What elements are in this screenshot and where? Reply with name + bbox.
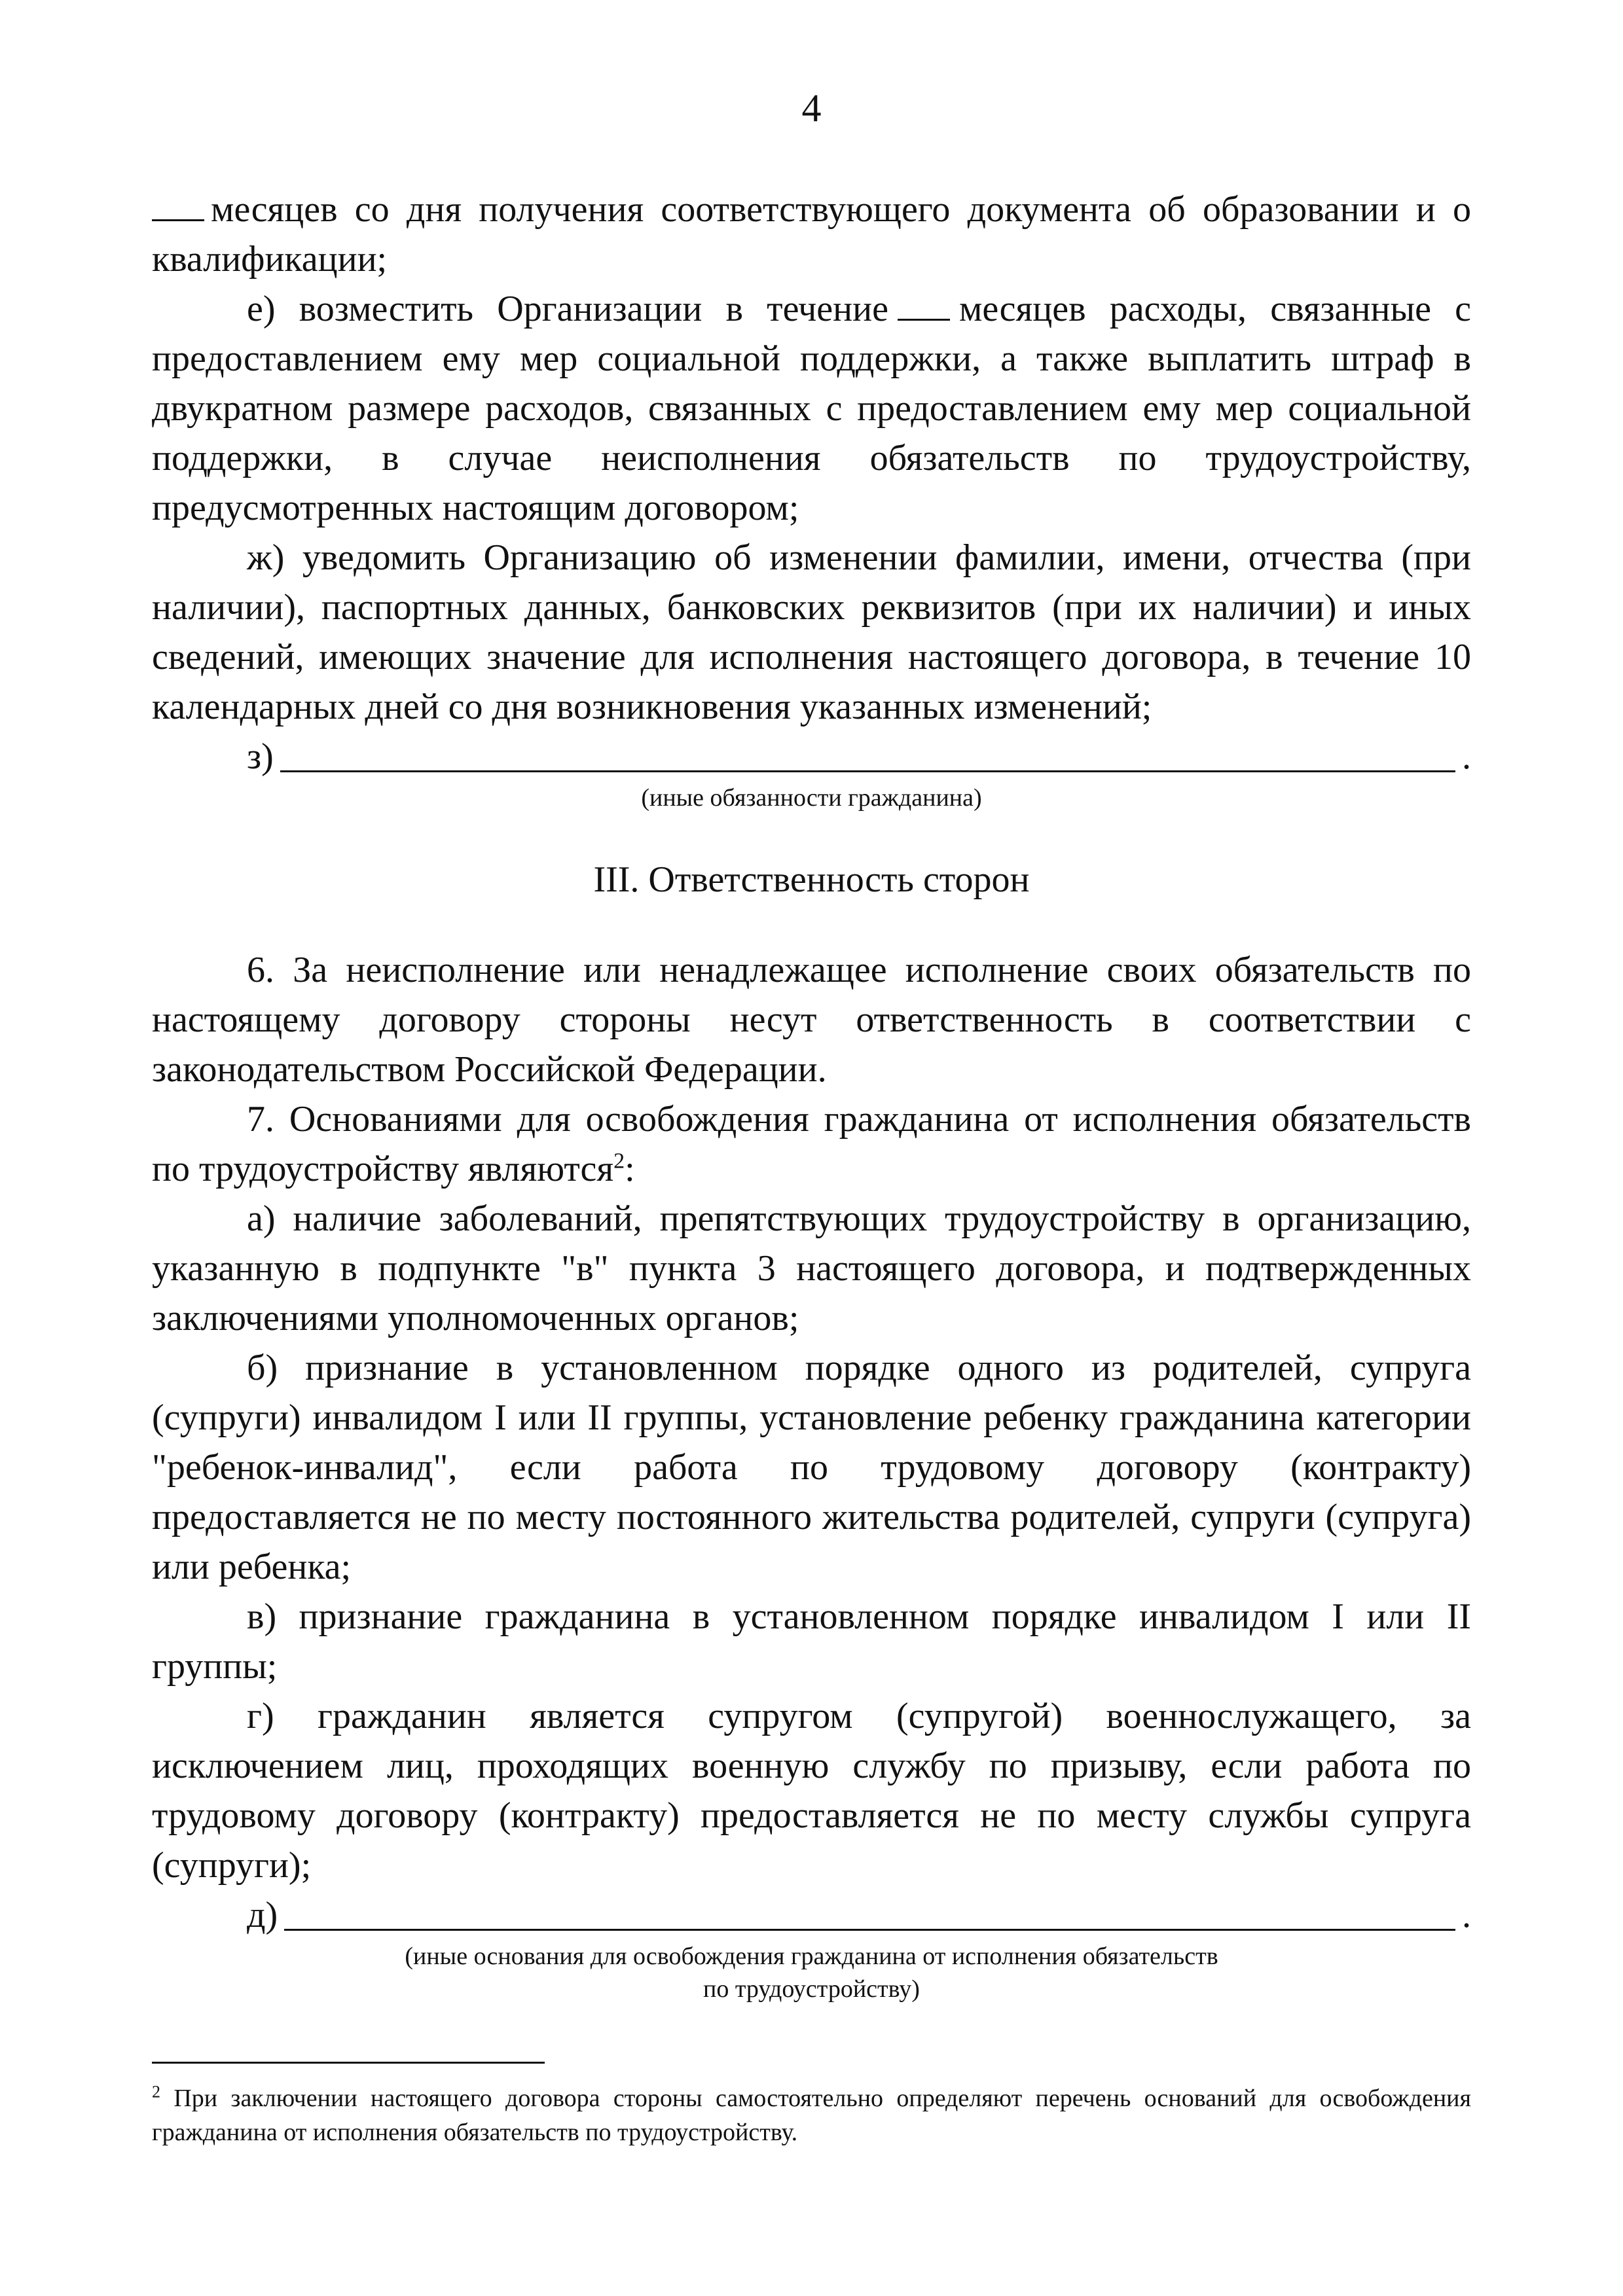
paragraph-text: е) возместить Организации в течение xyxy=(247,289,888,329)
footnote xyxy=(152,2081,1471,2149)
section-heading: III. Ответственность сторон xyxy=(593,859,1030,900)
paragraph-text: месяцев со дня получения соответствующего документа об образовании и о квалификации; xyxy=(152,189,1471,279)
fill-rule xyxy=(280,770,1455,772)
blank-field xyxy=(152,219,204,221)
paragraph-a: а) наличие заболеваний, препятствующих трудоустройству в организацию, указанную в подпункте "в" пункта 3 настоящего договора, и подтвержденных заключениями уполномоченных органов; xyxy=(152,1198,1471,1338)
paragraph-e xyxy=(152,284,1471,533)
paragraph-continuation xyxy=(152,185,1471,284)
fill-caption-line-2: по трудоустройству) xyxy=(703,1975,920,2003)
paragraph-7 xyxy=(152,1094,1471,1194)
line-end: . xyxy=(1462,736,1471,777)
fill-rule xyxy=(284,1929,1455,1931)
footnote-marker: 2 xyxy=(152,2082,160,2102)
page-number: 4 xyxy=(801,86,822,130)
blank-field xyxy=(898,318,950,321)
paragraph-g: г) гражданин является супругом (супругой) военнослужащего, за исключением лиц, проходящих военную службу по призыву, если работа по трудовому договору (контракту) предоставляется не по месту службы супруга (супруги); xyxy=(152,1696,1471,1886)
document-body xyxy=(152,185,1471,2005)
paragraph-zh: ж) уведомить Организацию об изменении фамилии, имени, отчества (при наличии), паспортных данных, банковских реквизитов (при их наличии) и иных сведений, имеющих значение для исполнения настоящего договора, в течение 10 календарных дней со дня возникновения указанных изменений; xyxy=(152,537,1471,727)
paragraph-v: в) признание гражданина в установленном порядке инвалидом I или II группы; xyxy=(152,1596,1471,1687)
paragraph-6: 6. За неисполнение или ненадлежащее исполнение своих обязательств по настоящему договору стороны несут ответственность в соответствии с законодательством Российской Федерации. xyxy=(152,950,1471,1090)
fill-line-z xyxy=(152,732,1471,781)
footnote-divider xyxy=(152,2062,545,2064)
fill-line-d xyxy=(152,1890,1471,1940)
paragraph-text: 7. Основаниями для освобождения гражданина от исполнения обязательств по трудоустройству являются xyxy=(152,1099,1471,1189)
paragraph-b: б) признание в установленном порядке одного из родителей, супруга (супруги) инвалидом I или II группы, установление ребенку гражданина категории "ребенок-инвалид", если работа по трудовому договору (контракту) предоставляется не по месту постоянного жительства родителей, супруги (супруга) или ребенка; xyxy=(152,1348,1471,1587)
item-label: з) xyxy=(247,736,274,777)
paragraph-text: месяцев расходы, связанные с предоставлением ему мер социальной поддержки, а также выплатить штраф в двукратном размере расходов, связанных с предоставлением ему мер социальной поддержки, в случае неисполнения обязательств по трудоустройству, предусмотренных настоящим договором; xyxy=(152,289,1471,528)
line-end: . xyxy=(1462,1895,1471,1935)
fill-caption-line-1: (иные основания для освобождения гражданина от исполнения обязательств xyxy=(405,1943,1218,1970)
item-label: д) xyxy=(247,1895,278,1935)
fill-caption: (иные обязанности гражданина) xyxy=(641,784,982,812)
footnote-ref: 2 xyxy=(613,1149,625,1174)
footnote-text: При заключении настоящего договора стороны самостоятельно определяют перечень оснований для освобождения гражданина от исполнения обязательств по трудоустройству. xyxy=(152,2085,1471,2146)
paragraph-text: : xyxy=(625,1149,635,1189)
